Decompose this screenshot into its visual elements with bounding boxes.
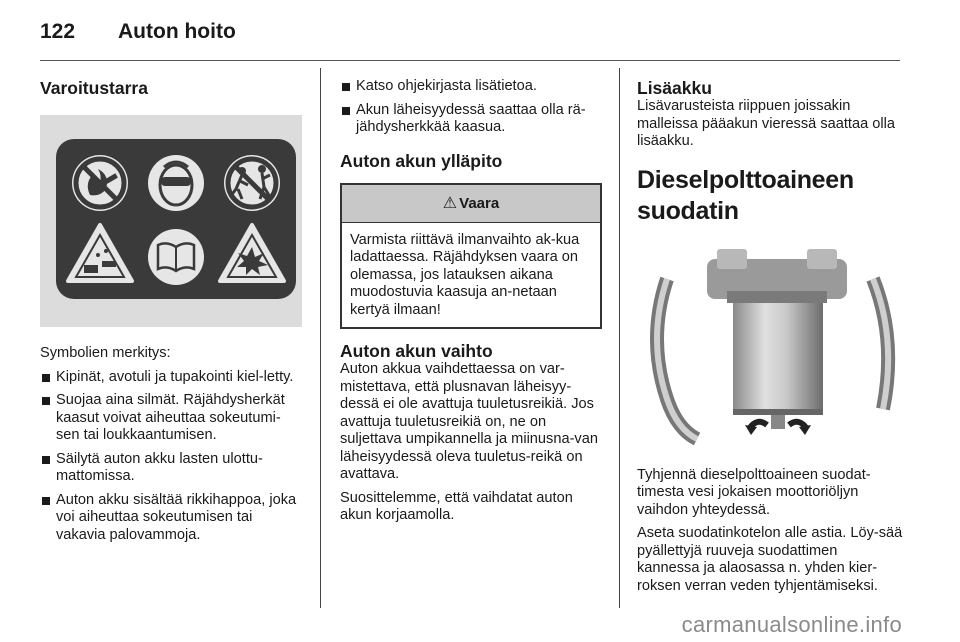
column-1 [40, 78, 302, 550]
battery-maintenance-heading: Auton akun ylläpito [340, 150, 503, 171]
extra-battery-heading: Lisäakku [637, 78, 712, 98]
list-item: Suojaa aina silmät. Räjähdysherkät kaasut voivat aiheuttaa sokeutumi-sen tai loukkaantumisen. [40, 392, 302, 445]
list-item: Säilytä auton akku lasten ulottu-mattomissa. [40, 451, 302, 486]
extra-battery-text: Lisävarusteista riippuen joissakin malleissa pääakun vieressä saattaa olla lisäakku. [637, 98, 895, 149]
danger-box [340, 183, 602, 330]
warning-label-heading: Varoitustarra [40, 78, 148, 98]
column-2 [340, 78, 602, 525]
symbols-list [40, 369, 302, 545]
page-title: Auton hoito [118, 20, 236, 43]
battery-recommendation-text: Suosittelemme, että vaihdatat auton akun korjaamolla. [340, 489, 573, 523]
page-header [40, 20, 920, 60]
eye-protection-icon [148, 155, 204, 211]
list-item: Auton akku sisältää rikkihappoa, joka voi aiheuttaa sokeutumisen tai vakavia palovammoja. [40, 492, 302, 545]
symbols-intro: Symbolien merkitys: [40, 345, 171, 361]
no-fire-smoking-icon [72, 155, 128, 211]
column-3 [637, 78, 903, 595]
filter-procedure-text: Aseta suodatinkotelon alle astia. Löy-sää pyällettyjä ruuveja suodattimen kannessa ja alaosassa n. yhden kier-roksen verran veden tyhjentämiseksi. [637, 525, 903, 594]
list-item: Kipinät, avotuli ja tupakointi kiel-letty. [40, 369, 302, 387]
column-divider-1 [320, 68, 321, 608]
column-divider-2 [619, 68, 620, 608]
danger-text: Varmista riittävä ilmanvaihto ak-kua ladattaessa. Räjähdyksen vaara on olemassa, jos latauksen aikana muodostuvia kaasuja an-netaan kertyä ilmaan! [350, 231, 580, 318]
warning-label-figure [40, 115, 302, 327]
danger-label: Vaara [459, 194, 500, 212]
list-item: Akun läheisyydessä saattaa olla rä-jähdysherkkää kaasua. [340, 102, 602, 137]
watermark: carmanualsonline.info [681, 612, 902, 637]
diesel-filter-heading: Dieselpolttoaineen suodatin [637, 165, 854, 225]
danger-header [342, 185, 600, 223]
battery-replacement-heading: Auton akun vaihto [340, 341, 493, 361]
diesel-filter-figure [637, 239, 903, 449]
filter-drain-text: Tyhjennä dieselpolttoaineen suodat-timesta vesi jokaisen moottoriöljyn vaihdon yhteydessä. [637, 466, 871, 518]
page-number: 122 [40, 20, 76, 43]
keep-away-children-icon [224, 155, 280, 211]
read-manual-icon [148, 229, 204, 285]
header-divider [40, 60, 900, 61]
battery-replacement-text: Auton akkua vaihdettaessa on var-mistettava, että plusnavan läheisyy-dessä ei ole avattuja tuuletusreikiä. Jos avattuja tuuletusreikiä on, ne on suljettava umpikannella ja miinusna-van läheisyydessä oleva tuuletus-reikä on avattava. [340, 361, 598, 482]
info-list [340, 78, 602, 137]
warning-triangle-icon: ⚠ [442, 194, 458, 212]
list-item: Katso ohjekirjasta lisätietoa. [340, 78, 602, 96]
